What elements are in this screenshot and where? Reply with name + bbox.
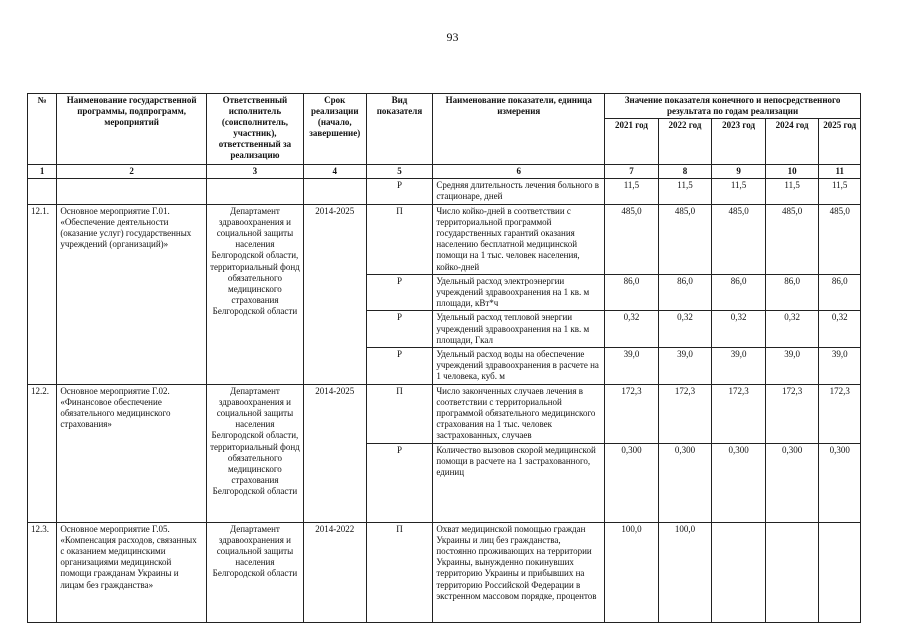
item-responsible: Департамент здравоохранения и социальной защиты населения Белгородской области <box>206 522 303 622</box>
col-number: 8 <box>658 165 712 179</box>
header-period: Срок реализации (начало, завершение) <box>303 94 366 165</box>
indicators-table <box>27 93 861 623</box>
item-number: 12.3. <box>28 522 57 622</box>
value-2021: 0,300 <box>605 443 659 522</box>
col-number: 1 <box>28 165 57 179</box>
value-2023: 86,0 <box>712 274 766 311</box>
col-number: 11 <box>819 165 861 179</box>
value-2025: 11,5 <box>819 179 861 204</box>
item-responsible: Департамент здравоохранения и социальной защиты населения Белгородской области, территориальный фонд обязательного медицинского страхования Белгородской области <box>206 384 303 522</box>
indicator-name: Удельный расход электроэнергии учреждений здравоохранения на 1 кв. м площади, кВт*ч <box>433 274 605 311</box>
item-responsible: Департамент здравоохранения и социальной защиты населения Белгородской области, территориальный фонд обязательного медицинского страхования Белгородской области <box>206 204 303 384</box>
item-name: Основное мероприятие Г.02. «Финансовое обеспечение обязательного медицинского страхования» <box>57 384 207 522</box>
value-2021: 11,5 <box>605 179 659 204</box>
header-year-2024: 2024 год <box>765 119 819 165</box>
indicator-kind: Р <box>366 348 433 385</box>
col-number: 2 <box>57 165 207 179</box>
indicator-name: Число законченных случаев лечения в соответствии с территориальной программой обязательного медицинского страхования на 1 тыс. человек застрахованных, случаев <box>433 384 605 443</box>
value-2022: 11,5 <box>658 179 712 204</box>
table-row <box>28 384 861 443</box>
item-number: 12.1. <box>28 204 57 384</box>
value-2022: 0,300 <box>658 443 712 522</box>
value-2021: 100,0 <box>605 522 659 622</box>
col-number: 9 <box>712 165 766 179</box>
cell-empty <box>28 179 57 204</box>
indicator-name: Количество вызовов скорой медицинской помощи в расчете на 1 застрахованного, единиц <box>433 443 605 522</box>
value-2023 <box>712 522 766 622</box>
item-period: 2014-2025 <box>303 204 366 384</box>
header-year-2023: 2023 год <box>712 119 766 165</box>
item-number: 12.2. <box>28 384 57 522</box>
col-number: 3 <box>206 165 303 179</box>
value-2025: 0,300 <box>819 443 861 522</box>
header-indicator: Наименование показатели, единица измерения <box>433 94 605 165</box>
value-2021: 39,0 <box>605 348 659 385</box>
header-no: № <box>28 94 57 165</box>
item-name: Основное мероприятие Г.05. «Компенсация расходов, связанных с оказанием медицинскими организациями медицинской помощи гражданам Украины и лицам без гражданства» <box>57 522 207 622</box>
value-2024: 11,5 <box>765 179 819 204</box>
item-period: 2014-2022 <box>303 522 366 622</box>
indicator-name: Охват медицинской помощью граждан Украины и лиц без гражданства, постоянно проживающих на территории Украины, вынужденно покинувших территорию Украины и прибывших на территорию Российской Федерации в экстренном массовом порядке, процентов <box>433 522 605 622</box>
page-number: 93 <box>446 30 459 44</box>
value-2025: 172,3 <box>819 384 861 443</box>
value-2024: 172,3 <box>765 384 819 443</box>
value-2025 <box>819 522 861 622</box>
item-period: 2014-2025 <box>303 384 366 522</box>
header-responsible: Ответственный исполнитель (соисполнитель, участник), ответственный за реализацию <box>206 94 303 165</box>
value-2023: 39,0 <box>712 348 766 385</box>
value-2025: 485,0 <box>819 204 861 274</box>
header-name: Наименование государственной программы, подпрограмм, мероприятий <box>57 94 207 165</box>
header-kind: Вид показателя <box>366 94 433 165</box>
col-number: 5 <box>366 165 433 179</box>
header-values-group: Значение показателя конечного и непосредственного результата по годам реализации <box>605 94 861 119</box>
value-2024: 86,0 <box>765 274 819 311</box>
value-2023: 0,32 <box>712 311 766 348</box>
col-number: 4 <box>303 165 366 179</box>
cell-empty <box>303 179 366 204</box>
table-row <box>28 522 861 622</box>
value-2024: 39,0 <box>765 348 819 385</box>
value-2022: 100,0 <box>658 522 712 622</box>
indicator-kind: П <box>366 204 433 274</box>
value-2021: 86,0 <box>605 274 659 311</box>
value-2025: 86,0 <box>819 274 861 311</box>
value-2023: 485,0 <box>712 204 766 274</box>
value-2022: 39,0 <box>658 348 712 385</box>
value-2024: 485,0 <box>765 204 819 274</box>
indicator-kind: Р <box>366 179 433 204</box>
indicator-kind: П <box>366 522 433 622</box>
value-2022: 485,0 <box>658 204 712 274</box>
item-name: Основное мероприятие Г.01. «Обеспечение деятельности (оказание услуг) государственных учреждений (организаций)» <box>57 204 207 384</box>
value-2022: 0,32 <box>658 311 712 348</box>
header-year-2022: 2022 год <box>658 119 712 165</box>
indicator-kind: П <box>366 384 433 443</box>
cell-empty <box>57 179 207 204</box>
value-2021: 485,0 <box>605 204 659 274</box>
value-2024: 0,300 <box>765 443 819 522</box>
indicator-kind: Р <box>366 311 433 348</box>
value-2021: 0,32 <box>605 311 659 348</box>
table-row <box>28 179 861 204</box>
value-2023: 172,3 <box>712 384 766 443</box>
indicator-kind: Р <box>366 443 433 522</box>
value-2021: 172,3 <box>605 384 659 443</box>
value-2023: 0,300 <box>712 443 766 522</box>
col-number: 6 <box>433 165 605 179</box>
value-2022: 172,3 <box>658 384 712 443</box>
col-number: 10 <box>765 165 819 179</box>
indicator-name: Удельный расход воды на обеспечение учреждений здравоохранения в расчете на 1 человека, куб. м <box>433 348 605 385</box>
table-row <box>28 204 861 274</box>
value-2022: 86,0 <box>658 274 712 311</box>
value-2024 <box>765 522 819 622</box>
header-year-2025: 2025 год <box>819 119 861 165</box>
value-2023: 11,5 <box>712 179 766 204</box>
value-2025: 0,32 <box>819 311 861 348</box>
indicator-name: Удельный расход тепловой энергии учреждений здравоохранения на 1 кв. м площади, Гкал <box>433 311 605 348</box>
value-2025: 39,0 <box>819 348 861 385</box>
cell-empty <box>206 179 303 204</box>
indicator-name: Число койко-дней в соответствии с территориальной программой государственных гарантий оказания населению бесплатной медицинской помощи на 1 тыс. человек населения, койко-дней <box>433 204 605 274</box>
indicator-name: Средняя длительность лечения больного в стационаре, дней <box>433 179 605 204</box>
header-year-2021: 2021 год <box>605 119 659 165</box>
indicator-kind: Р <box>366 274 433 311</box>
value-2024: 0,32 <box>765 311 819 348</box>
col-number: 7 <box>605 165 659 179</box>
